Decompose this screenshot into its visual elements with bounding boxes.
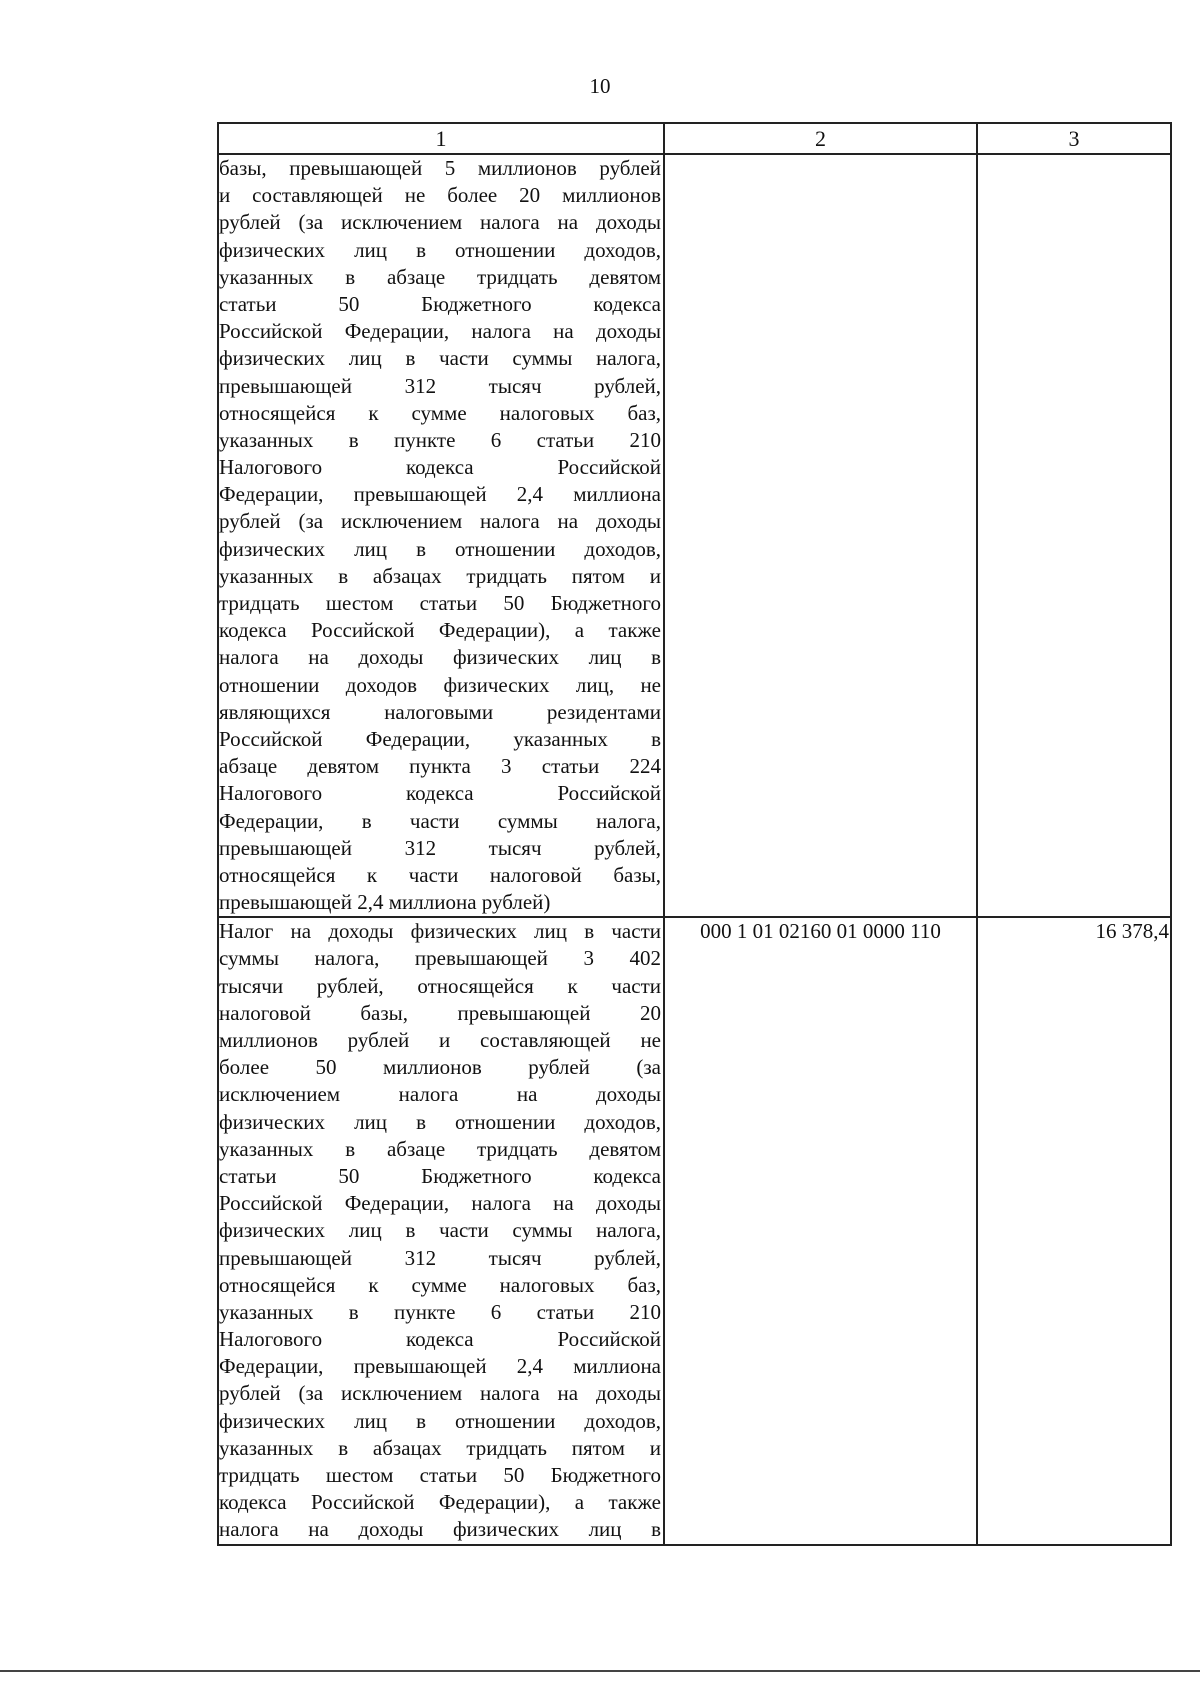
description-line: рублей (за исключением налога на доходы	[219, 509, 661, 534]
description-line: Федерации, в части суммы налога,	[219, 808, 661, 833]
description-line: превышающей 312 тысяч рублей,	[219, 835, 661, 860]
page-bottom-rule	[0, 1670, 1200, 1672]
description-line: Российской Федерации, налога на доходы	[219, 1191, 661, 1216]
description-line: указанных в пункте 6 статьи 210	[219, 427, 661, 452]
header-col-1: 1	[218, 123, 664, 154]
description-line: налога на доходы физических лиц в	[219, 1517, 661, 1542]
description-line: базы, превышающей 5 миллионов рублей	[219, 156, 661, 180]
description-line: Федерации, превышающей 2,4 миллиона	[219, 482, 661, 507]
description-line: являющихся налоговыми резидентами	[219, 699, 661, 724]
description-line: налога на доходы физических лиц в	[219, 645, 661, 670]
description-line: Налогового кодекса Российской	[219, 781, 661, 806]
description-line: физических лиц в отношении доходов,	[219, 237, 661, 262]
description-line: тысячи рублей, относящейся к части	[219, 973, 661, 998]
description-line: тридцать шестом статьи 50 Бюджетного	[219, 1463, 661, 1487]
description-line: тридцать шестом статьи 50 Бюджетного	[219, 591, 661, 615]
header-col-2: 2	[664, 123, 977, 154]
budget-revenue-table	[217, 122, 1172, 1546]
description-line: превышающей 312 тысяч рублей,	[219, 1245, 661, 1270]
description-line: физических лиц в отношении доходов,	[219, 536, 661, 561]
row2-code-cell	[664, 917, 977, 1544]
table-header-row	[218, 123, 1171, 154]
description-line: указанных в абзацах тридцать пятом и	[219, 1435, 661, 1460]
description-line: превышающей 312 тысяч рублей,	[219, 373, 661, 398]
description-line: абзаце девятом пункта 3 статьи 224	[219, 754, 661, 779]
description-line: относящейся к части налоговой базы,	[219, 862, 661, 887]
description-line: кодекса Российской Федерации), а также	[219, 1490, 661, 1515]
row2-budget-code: 000 1 01 02160 01 0000 110	[700, 919, 941, 944]
description-line: превышающей 2,4 миллиона рублей)	[219, 890, 551, 915]
description-line: Налогового кодекса Российской	[219, 1327, 661, 1352]
description-line: Российской Федерации, указанных в	[219, 726, 661, 751]
row1-amount-cell	[977, 154, 1171, 917]
page-number: 10	[589, 74, 611, 98]
description-line: физических лиц в отношении доходов,	[219, 1109, 661, 1134]
description-line: указанных в абзаце тридцать девятом	[219, 264, 661, 289]
description-line: статьи 50 Бюджетного кодекса	[219, 291, 661, 316]
description-line: и составляющей не более 20 миллионов	[219, 183, 661, 208]
description-line: Налогового кодекса Российской	[219, 455, 661, 480]
description-line: Российской Федерации, налога на доходы	[219, 319, 661, 344]
row1-description-cell	[218, 154, 664, 917]
description-line: указанных в абзаце тридцать девятом	[219, 1136, 661, 1161]
table-row	[218, 917, 1171, 1544]
table-row	[218, 154, 1171, 917]
description-line: миллионов рублей и составляющей не	[219, 1028, 661, 1052]
description-line: рублей (за исключением налога на доходы	[219, 210, 661, 235]
description-line: кодекса Российской Федерации), а также	[219, 618, 661, 643]
description-line: более 50 миллионов рублей (за	[219, 1055, 661, 1080]
description-line: указанных в пункте 6 статьи 210	[219, 1299, 661, 1324]
description-line: налоговой базы, превышающей 20	[219, 1000, 661, 1025]
description-line: исключением налога на доходы	[219, 1082, 661, 1107]
row2-description	[219, 918, 663, 1543]
row1-description	[219, 155, 663, 916]
row1-code-cell	[664, 154, 977, 917]
description-line: рублей (за исключением налога на доходы	[219, 1381, 661, 1406]
description-line: указанных в абзацах тридцать пятом и	[219, 563, 661, 588]
row2-amount: 16 378,4	[1095, 919, 1169, 944]
header-col-3: 3	[977, 123, 1171, 154]
description-line: Налог на доходы физических лиц в части	[219, 919, 661, 944]
description-line: физических лиц в части суммы налога,	[219, 346, 661, 371]
description-line: статьи 50 Бюджетного кодекса	[219, 1163, 661, 1188]
row2-description-cell	[218, 917, 664, 1544]
description-line: относящейся к сумме налоговых баз,	[219, 400, 661, 425]
row2-amount-cell	[977, 917, 1171, 1544]
description-line: отношении доходов физических лиц, не	[219, 672, 661, 697]
description-line: суммы налога, превышающей 3 402	[219, 946, 661, 971]
description-line: относящейся к сумме налоговых баз,	[219, 1272, 661, 1297]
description-line: физических лиц в отношении доходов,	[219, 1408, 661, 1433]
description-line: Федерации, превышающей 2,4 миллиона	[219, 1354, 661, 1379]
description-line: физических лиц в части суммы налога,	[219, 1218, 661, 1243]
